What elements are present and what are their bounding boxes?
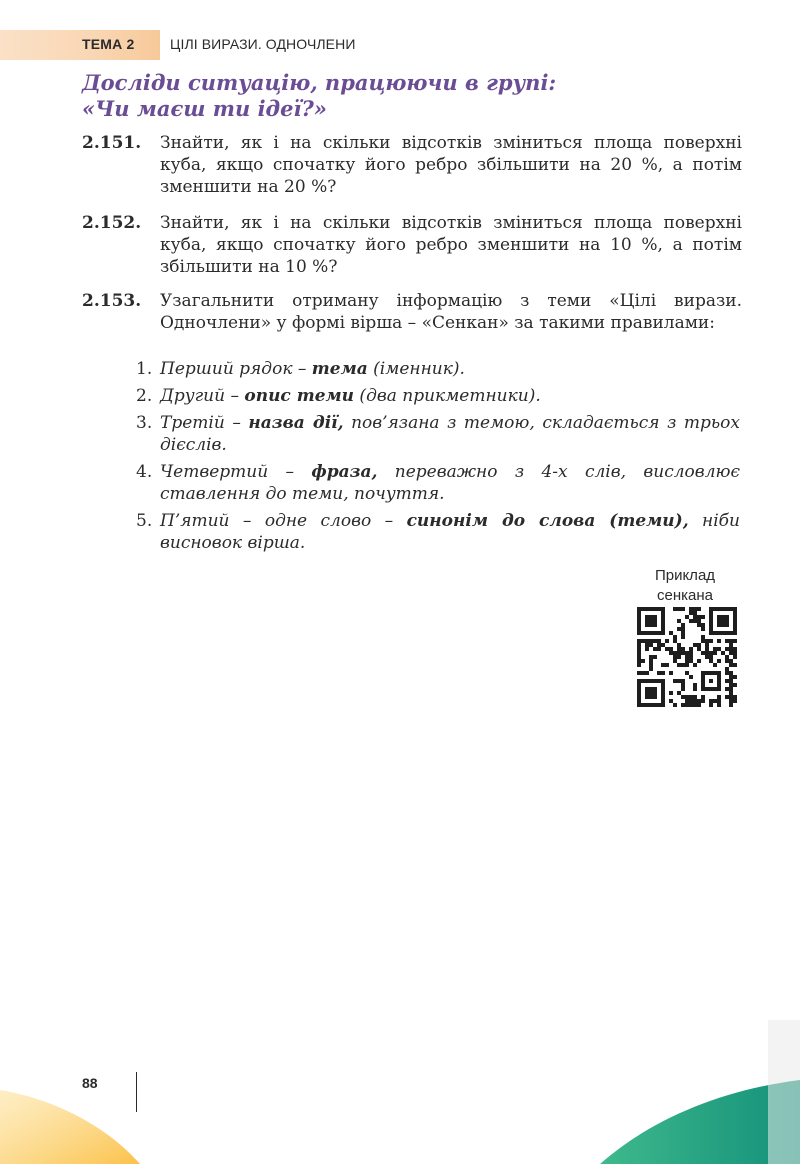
qr-caption: Приклад сенкана (654, 567, 716, 604)
topic-title: ЦІЛІ ВИРАЗИ. ОДНОЧЛЕНИ (170, 36, 356, 52)
qr-code-icon[interactable] (637, 607, 737, 707)
task-number: 2.153. (82, 291, 142, 311)
topic-label: ТЕМА 2 (82, 36, 135, 52)
footer-divider (136, 1072, 137, 1112)
yellow-corner-shape (0, 1090, 140, 1164)
rule-item: 1. Перший рядок – тема (іменник). (136, 359, 465, 379)
section-title-line-1: Досліди ситуацію, працюючи в групі: (82, 70, 557, 95)
task-text: Знайти, як і на скільки відсотків зміниться площа поверхні куба, якщо спочатку його ребро збільшити на 20 %, а потім зменшити на 20 %? (160, 133, 742, 197)
task-text: Узагальнити отриману інформацію з теми «Цілі вирази. Одночлени» у формі вірша – «Сенкан» за такими правилами: (160, 291, 742, 333)
task-text: Знайти, як і на скільки відсотків зміниться площа поверхні куба, якщо спочатку його ребро зменшити на 10 %, а потім збільшити на 10 %? (160, 213, 742, 277)
rule-item: 4. Четвертий – фраза, переважно з 4-х слів, висловлює ставлення до теми, почуття. (136, 462, 741, 504)
section-title-line-2: «Чи маєш ти ідеї?» (82, 96, 327, 121)
rule-item: 2. Другий – опис теми (два прикметники). (136, 386, 541, 406)
page-number: 88 (82, 1075, 98, 1091)
task-2-151 (82, 132, 742, 198)
header-band (0, 30, 160, 60)
task-2-152 (82, 212, 742, 278)
task-2-153 (82, 290, 742, 334)
section-title (82, 70, 722, 122)
rule-item: 5. П’ятий – одне слово – синонім до слова (теми), ніби висновок вірша. (136, 511, 741, 553)
task-number: 2.152. (82, 213, 142, 233)
senkan-rules-list (136, 358, 740, 559)
page-edge-shade (768, 1020, 800, 1164)
task-number: 2.151. (82, 133, 142, 153)
rule-item: 3. Третій – назва дії, пов’язана з темою, складається з трьох дієслів. (136, 413, 740, 455)
